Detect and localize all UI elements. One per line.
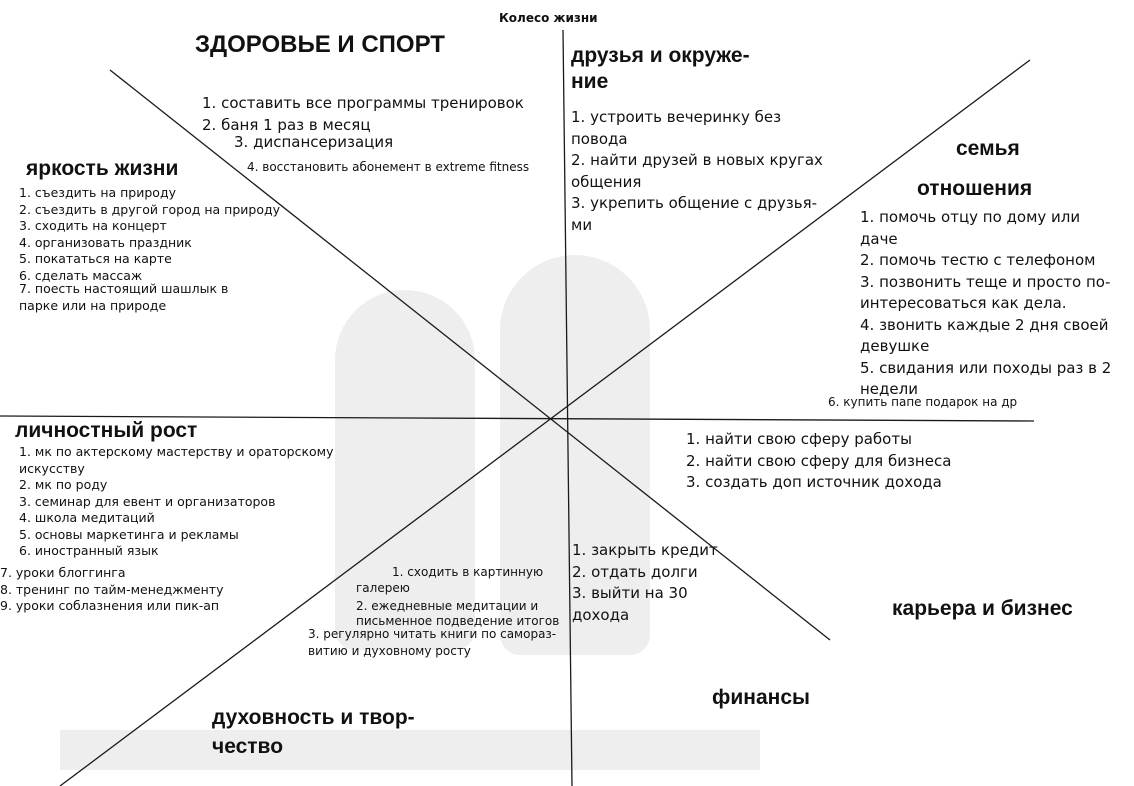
list-item: 1. устроить вечеринку без bbox=[571, 108, 782, 126]
list-item: 2. мк по роду bbox=[19, 477, 108, 492]
list-item: 7. уроки блоггинга bbox=[0, 565, 126, 580]
list-item: 4. восстановить абонемент в extreme fitness bbox=[247, 160, 530, 174]
sector-family-heading: семья bbox=[956, 137, 1020, 160]
list-item: 1. мк по актерскому мастерству и ораторскому bbox=[19, 444, 334, 459]
list-item: повода bbox=[571, 129, 628, 148]
list-item: 5. свидания или походы раз в 2 bbox=[860, 358, 1112, 377]
list-item: 1. съездить на природу bbox=[19, 185, 176, 200]
sector-finance-heading: финансы bbox=[712, 686, 810, 709]
list-item: 3. диспансеризация bbox=[234, 133, 394, 151]
list-item: дохода bbox=[572, 605, 630, 624]
list-item: 7. поесть настоящий шашлык в bbox=[19, 281, 229, 296]
sector-brightness-heading: яркость жизни bbox=[26, 157, 179, 180]
list-item: 3. семинар для евент и организаторов bbox=[19, 493, 276, 509]
list-item: 3. позвонить теще и просто по- bbox=[860, 272, 1111, 291]
list-item: общения bbox=[571, 172, 642, 191]
sector-spirit-heading: чество bbox=[212, 735, 284, 758]
list-item: 2. съездить в другой город на природу bbox=[19, 201, 281, 217]
list-item: витию и духовному росту bbox=[308, 644, 471, 658]
sector-growth-heading: личностный рост bbox=[15, 419, 198, 442]
list-item: 1. составить все программы тренировок bbox=[202, 94, 524, 112]
list-item: 4. организовать праздник bbox=[19, 234, 192, 250]
list-item: 5. покататься на карте bbox=[19, 251, 172, 266]
list-item: искусству bbox=[19, 460, 85, 476]
list-item: 2. найти друзей в новых кругах bbox=[571, 151, 823, 169]
list-item: 3. создать доп источник дохода bbox=[686, 473, 942, 491]
list-item: даче bbox=[860, 229, 898, 248]
list-item: 1. помочь отцу по дому или bbox=[860, 208, 1081, 226]
list-item: 2. найти свою сферу для бизнеса bbox=[686, 451, 952, 470]
list-item: 2. баня 1 раз в месяц bbox=[202, 116, 371, 134]
list-item: 2. помочь тестю с телефоном bbox=[860, 251, 1096, 269]
list-item: девушке bbox=[860, 337, 930, 355]
list-item: 1. закрыть кредит bbox=[572, 541, 718, 559]
sector-family-heading: отношения bbox=[917, 177, 1033, 200]
diagonal-right bbox=[60, 60, 1033, 786]
sector-friends-heading: друзья и окруже- bbox=[571, 44, 750, 67]
list-item: 3. регулярно читать книги по самораз- bbox=[308, 627, 557, 641]
list-item: 9. уроки соблазнения или пик-ап bbox=[0, 598, 220, 613]
list-item: 6. купить папе подарок на др bbox=[828, 395, 1018, 409]
list-item: 6. сделать массаж bbox=[19, 267, 143, 283]
sector-friends-heading: ние bbox=[571, 70, 609, 93]
list-item: ми bbox=[571, 215, 593, 234]
list-item: 2. ежедневные медитации и bbox=[356, 599, 539, 613]
list-item: 1. сходить в картинную bbox=[392, 565, 544, 579]
list-item: галерею bbox=[356, 581, 410, 595]
sector-career-heading: карьера и бизнес bbox=[892, 597, 1073, 620]
list-item: письменное подведение итогов bbox=[356, 614, 560, 628]
list-item: 4. звонить каждые 2 дня своей bbox=[860, 315, 1109, 334]
list-item: недели bbox=[860, 380, 918, 398]
list-item: 6. иностранный язык bbox=[19, 543, 159, 558]
list-item: 5. основы маркетинга и рекламы bbox=[19, 526, 239, 542]
sector-spirit-heading: духовность и твор- bbox=[212, 706, 415, 729]
list-item: 8. тренинг по тайм-менеджменту bbox=[0, 581, 224, 597]
list-item: 3. выйти на 30 bbox=[572, 584, 688, 602]
list-item: 3. укрепить общение с друзья- bbox=[571, 194, 818, 212]
list-item: интересоваться как дела. bbox=[860, 294, 1067, 312]
list-item: 1. найти свою сферу работы bbox=[686, 430, 912, 448]
list-item: 3. сходить на концерт bbox=[19, 218, 167, 233]
sector-health-heading: ЗДОРОВЬЕ И СПОРТ bbox=[195, 31, 445, 58]
list-item: 4. школа медитаций bbox=[19, 510, 155, 525]
list-item: парке или на природе bbox=[19, 297, 167, 313]
list-item: 2. отдать долги bbox=[572, 562, 698, 581]
page-title: Колесо жизни bbox=[499, 11, 598, 25]
